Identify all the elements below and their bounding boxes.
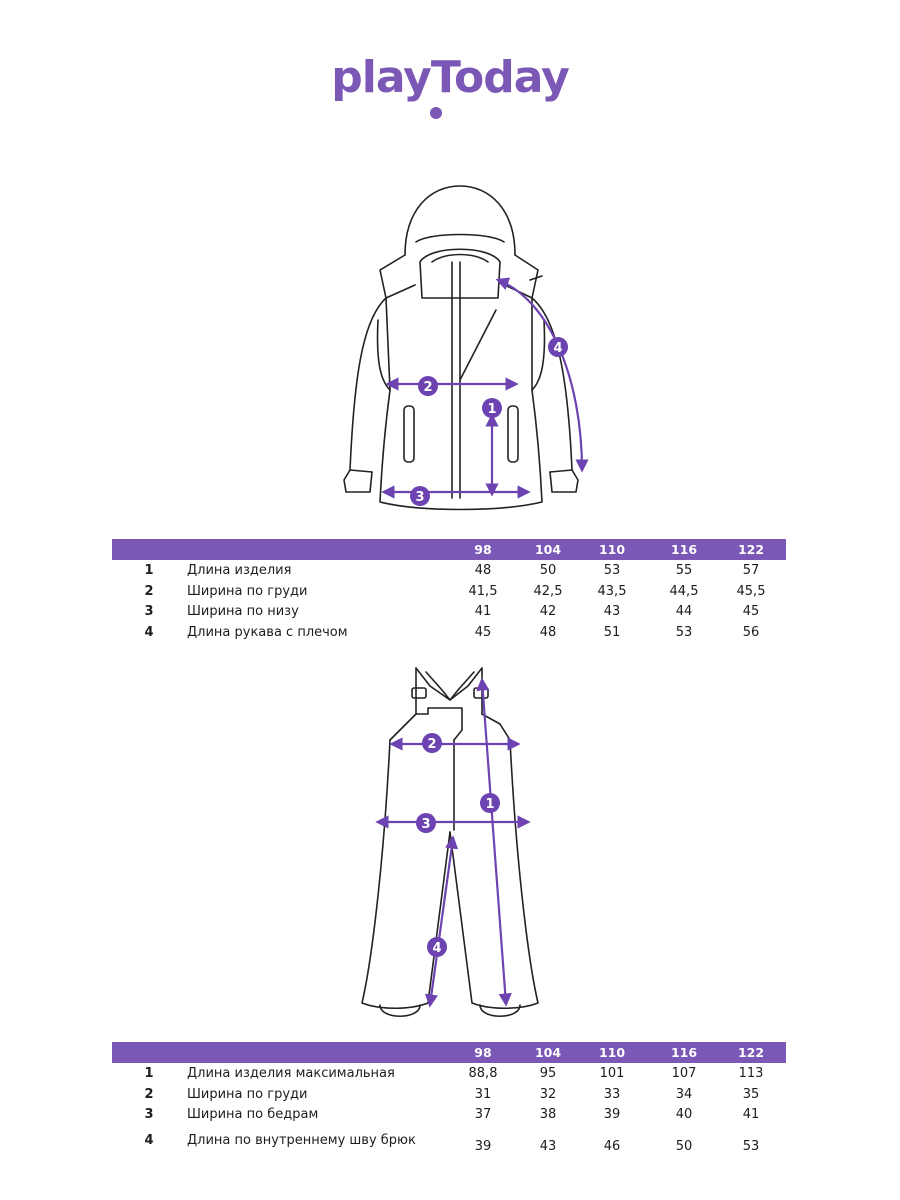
size-98: 98: [474, 542, 492, 557]
row-value: 42,5: [533, 583, 563, 599]
row-value: 42: [539, 604, 557, 619]
row-value: 101: [599, 1066, 625, 1081]
table-row: [112, 1084, 786, 1105]
overalls-size-table: [112, 1042, 786, 1155]
size-110: 110: [598, 542, 626, 557]
table-row: [112, 560, 786, 581]
table-row: [112, 1104, 786, 1125]
row-value: 32: [539, 1086, 557, 1102]
row-label: Ширина по груди: [187, 1086, 308, 1102]
overalls-size-header: [112, 1042, 786, 1063]
row-value: 38: [539, 1107, 557, 1122]
row-value: 45: [742, 604, 760, 619]
jacket-size-table: [112, 539, 786, 642]
row-value: 45,5: [736, 583, 766, 599]
row-value: 39: [603, 1107, 621, 1122]
row-value: 53: [603, 563, 621, 578]
row-value: 45: [474, 624, 492, 640]
table-row: [112, 622, 786, 643]
row-number: 4: [144, 624, 154, 640]
size-122: 122: [737, 542, 765, 557]
row-number: 2: [144, 583, 154, 599]
row-value: 56: [742, 624, 760, 640]
jacket-size-header: [112, 539, 786, 560]
row-label: Длина изделия: [187, 563, 292, 578]
table-row: [112, 581, 786, 602]
row-value: 37: [474, 1107, 492, 1122]
row-value: 113: [738, 1066, 764, 1081]
jacket-marker-4: 4: [553, 341, 563, 356]
row-value: 48: [474, 563, 492, 578]
row-value: 33: [603, 1086, 621, 1102]
size-116: 116: [670, 1045, 698, 1060]
size-104: 104: [534, 542, 562, 557]
row-value: 57: [742, 563, 760, 578]
size-110: 110: [598, 1045, 626, 1060]
overalls-marker-2: 2: [427, 737, 437, 752]
row-label: Длина изделия максимальная: [187, 1066, 395, 1081]
row-value: 107: [671, 1066, 697, 1081]
row-value: 50: [539, 563, 557, 578]
jacket-drawing: [320, 180, 600, 520]
logo-dot: [430, 107, 442, 119]
size-104: 104: [534, 1045, 562, 1060]
row-value: 46: [603, 1138, 621, 1154]
brand-logo: playToday: [331, 52, 569, 103]
row-value: 95: [539, 1066, 557, 1081]
size-116: 116: [670, 542, 698, 557]
size-98: 98: [474, 1045, 492, 1060]
row-value: 41: [474, 604, 492, 619]
row-value: 39: [474, 1138, 492, 1154]
row-number: 3: [144, 1107, 154, 1122]
jacket-marker-3: 3: [415, 490, 425, 505]
row-label: Ширина по низу: [187, 604, 299, 619]
row-value: 51: [603, 624, 621, 640]
row-value: 41,5: [468, 583, 498, 599]
size-122: 122: [737, 1045, 765, 1060]
row-value: 34: [675, 1086, 693, 1102]
jacket-marker-1: 1: [487, 402, 497, 417]
row-label: Ширина по груди: [187, 583, 308, 599]
row-value: 53: [742, 1138, 760, 1154]
row-number: 4: [144, 1132, 154, 1148]
row-number: 2: [144, 1086, 154, 1102]
table-row: [112, 1125, 786, 1155]
row-value: 43: [603, 604, 621, 619]
row-value: 41: [742, 1107, 760, 1122]
row-value: 44: [675, 604, 693, 619]
row-number: 1: [144, 1066, 154, 1081]
row-number: 1: [144, 563, 154, 578]
overalls-marker-4: 4: [432, 941, 442, 956]
jacket-marker-2: 2: [423, 380, 433, 395]
table-row: [112, 601, 786, 622]
row-value: 43,5: [597, 583, 627, 599]
row-value: 55: [675, 563, 693, 578]
row-number: 3: [144, 604, 154, 619]
row-value: 88,8: [468, 1066, 498, 1081]
row-value: 50: [675, 1138, 693, 1154]
overalls-marker-1: 1: [485, 797, 495, 812]
row-value: 53: [675, 624, 693, 640]
table-row: [112, 1063, 786, 1084]
row-value: 35: [742, 1086, 760, 1102]
overalls-marker-3: 3: [421, 817, 431, 832]
row-label: Ширина по бедрам: [187, 1107, 319, 1122]
row-value: 40: [675, 1107, 693, 1122]
row-value: 31: [474, 1086, 492, 1102]
row-value: 48: [539, 624, 557, 640]
overalls-drawing: [350, 660, 550, 1025]
row-value: 43: [539, 1138, 557, 1154]
row-label: Длина рукава с плечом: [187, 624, 348, 640]
row-value: 44,5: [669, 583, 699, 599]
row-label: Длина по внутреннему шву брюк: [187, 1132, 416, 1148]
